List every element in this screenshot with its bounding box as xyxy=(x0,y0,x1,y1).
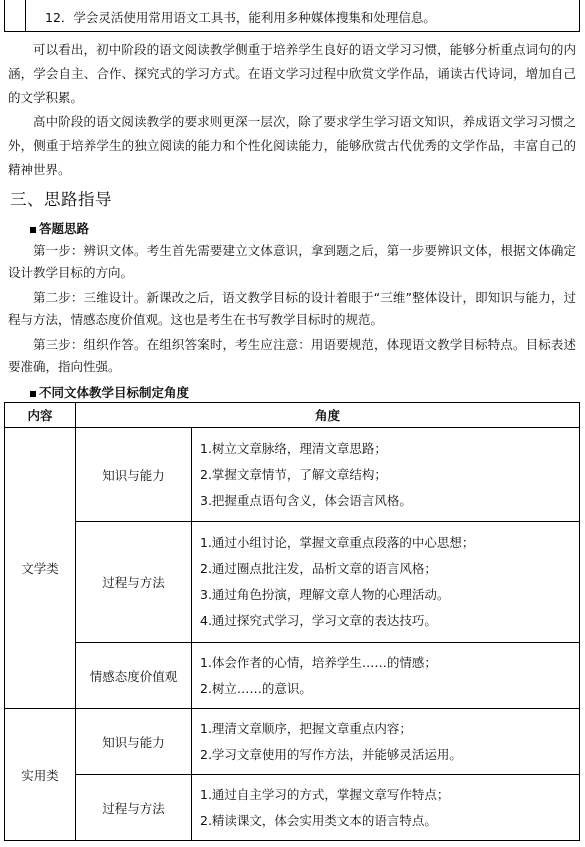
table-row xyxy=(5,709,580,775)
list-item: 3.把握重点语句含义，体会语言风格。 xyxy=(200,492,412,508)
table-heading xyxy=(30,383,189,401)
answer-heading xyxy=(30,219,89,237)
step-2: 第二步：三维设计。新课改之后，语文教学目标的设计着眼于“三维”整体设计，即知识与能力，过程与方法，情感态度价值观。这也是考生在书写教学目标时的规范。 xyxy=(8,290,576,327)
list-item: 2.通过圈点批注发，品析文章的语言风格； xyxy=(200,561,437,576)
table-header-row xyxy=(5,403,580,428)
list-item: 1.通过小组讨论，掌握文章重点段落的中心思想； xyxy=(200,535,475,550)
table-row xyxy=(5,428,580,522)
dimension-cell: 过程与方法 xyxy=(76,775,192,841)
table-row xyxy=(5,775,580,841)
objectives-table xyxy=(4,402,580,841)
items-cell xyxy=(192,643,580,709)
previous-list-box xyxy=(4,0,580,32)
step-3: 第三步：组织作答。在组织答案时，考生应注意：用语要规范，体现语文教学目标特点。目标表述要准确，指向性强。 xyxy=(8,337,576,374)
list-item: 2.树立……的意识。 xyxy=(200,680,312,696)
dimension-cell: 情感态度价值观 xyxy=(76,643,192,709)
square-bullet-icon xyxy=(30,391,36,397)
paragraph-senior: 高中阶段的语文阅读教学的要求则更深一层次，除了要求学生学习语文知识，养成语文学习习惯之外，侧重于培养学生的独立阅读的能力和个性化阅读能力，能够欣赏古代优秀的文学作品，丰富自己的精神世界。 xyxy=(8,114,576,177)
list-item-12: 12．学会灵活使用常用语文工具书，能利用多种媒体搜集和处理信息。 xyxy=(45,10,436,25)
list-item: 2.学习文章使用的写作方法，并能够灵活运用。 xyxy=(200,746,462,762)
list-item: 4.通过探究式学习，学习文章的表达技巧。 xyxy=(200,613,437,628)
list-item: 2.精读课文，体会实用类文本的语言特点。 xyxy=(200,812,437,828)
list-item: 1.理清文章顺序，把握文章重点内容； xyxy=(200,720,412,736)
category-cell: 实用类 xyxy=(5,709,76,841)
paragraph-junior: 可以看出，初中阶段的语文阅读教学侧重于培养学生良好的语文学习习惯，能够分析重点词句的内涵，学会自主、合作、探究式的学习方式。在语文学习过程中欣赏文学作品，诵读古代诗词，增加自己的文学积累。 xyxy=(8,42,576,105)
category-cell: 文学类 xyxy=(5,428,76,709)
dimension-cell: 知识与能力 xyxy=(76,428,192,522)
list-item: 3.通过角色扮演，理解文章人物的心理活动。 xyxy=(200,587,450,602)
table-heading-label: 不同文体教学目标制定角度 xyxy=(39,385,190,400)
section-title: 三、思路指导 xyxy=(10,190,112,209)
list-item: 1.通过自主学习的方式，掌握文章写作特点； xyxy=(200,786,450,802)
items-cell xyxy=(192,775,580,841)
items-cell xyxy=(192,709,580,775)
header-angle: 角度 xyxy=(76,403,580,428)
dimension-cell: 过程与方法 xyxy=(76,522,192,643)
list-item: 1.体会作者的心情，培养学生……的情感； xyxy=(200,654,437,670)
box-divider xyxy=(25,0,26,31)
list-item: 1.树立文章脉络，理清文章思路； xyxy=(200,440,387,456)
table-row xyxy=(5,522,580,643)
items-cell xyxy=(192,428,580,522)
step-1: 第一步：辨识文体。考生首先需要建立文体意识，拿到题之后，第一步要辨识文体，根据文体确定设计教学目标的方向。 xyxy=(8,243,576,280)
header-content: 内容 xyxy=(5,403,76,428)
items-cell xyxy=(192,522,580,643)
square-bullet-icon xyxy=(30,227,36,233)
answer-heading-label: 答题思路 xyxy=(39,221,90,236)
table-row xyxy=(5,643,580,709)
dimension-cell: 知识与能力 xyxy=(76,709,192,775)
list-item: 2.掌握文章情节，了解文章结构； xyxy=(200,466,387,482)
